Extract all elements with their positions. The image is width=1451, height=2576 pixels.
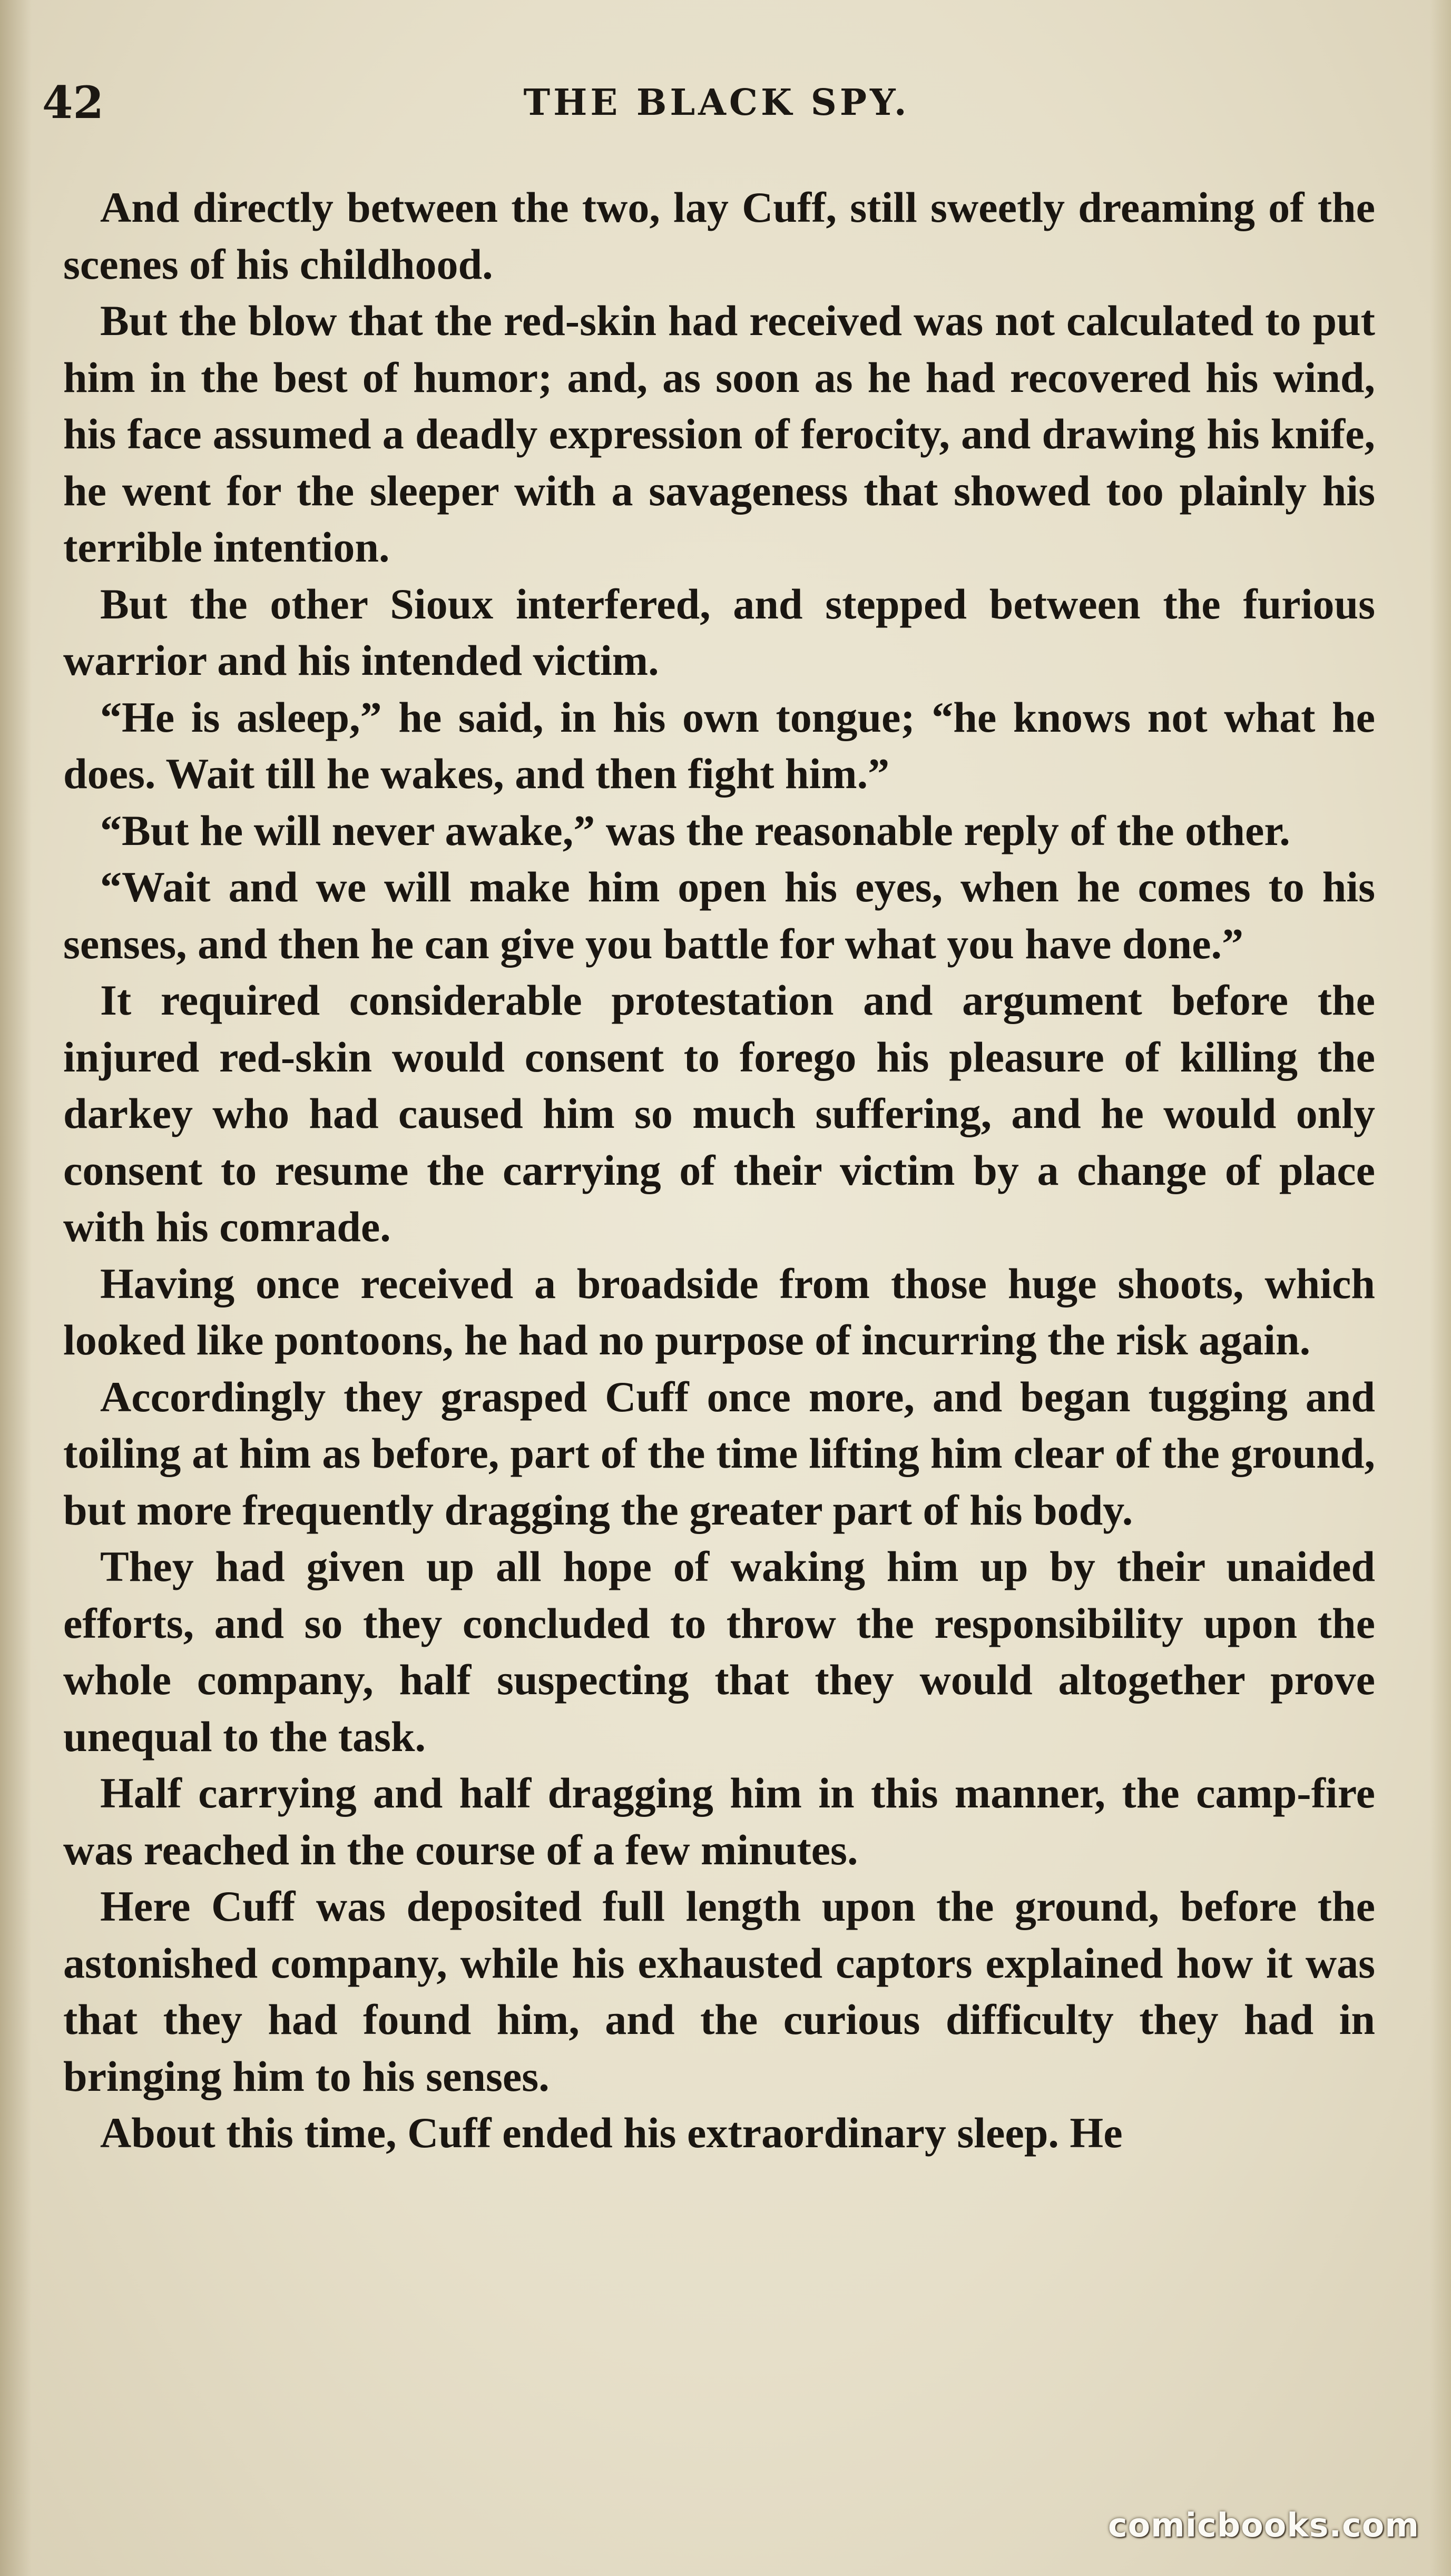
paragraph: It required considerable protestation and argument before the injured red-skin would consent to forego his pleasure of killing the darkey who had caused him so much suffering, and he would only consent to resume the carrying of their victim by a change of place with his comrade.	[63, 976, 1375, 1251]
site-watermark: comicbooks.com	[1107, 2506, 1419, 2544]
paragraph: Accordingly they grasped Cuff once more, and began tugging and toiling at him as before, part of the time lifting him clear of the ground, but more frequently dragging the greater part of his body.	[63, 1372, 1375, 1534]
paragraph: “But he will never awake,” was the reasonable reply of the other.	[100, 806, 1290, 854]
paragraph: They had given up all hope of waking him up by their unaided efforts, and so they concluded to throw the responsibility upon the whole company, half suspecting that they would altogether prove unequal to the task.	[63, 1542, 1375, 1761]
paragraph: About this time, Cuff ended his extraordinary sleep. He	[100, 2109, 1123, 2157]
running-title: THE BLACK SPY.	[523, 82, 910, 124]
page-edge-shadow	[0, 0, 32, 2576]
paragraph: Having once received a broadside from those huge shoots, which looked like pontoons, he had no purpose of incurring the risk again.	[63, 1259, 1375, 1364]
paragraph: And directly between the two, lay Cuff, still sweetly dreaming of the scenes of his childhood.	[63, 183, 1375, 288]
paragraph: “He is asleep,” he said, in his own tongue; “he knows not what he does. Wait till he wakes, and then fight him.”	[63, 693, 1375, 798]
paragraph: But the other Sioux interfered, and stepped between the furious warrior and his intended victim.	[63, 579, 1375, 684]
body-text	[63, 179, 1375, 2161]
paragraph: Half carrying and half dragging him in this manner, the camp-fire was reached in the course of a few minutes.	[63, 1769, 1375, 1874]
page-number: 42	[42, 76, 104, 129]
page-edge-highlight	[1430, 0, 1451, 2576]
page-header	[42, 74, 1391, 132]
paragraph: “Wait and we will make him open his eyes, when he comes to his senses, and then he can give you battle for what you have done.”	[63, 863, 1375, 968]
paragraph: Here Cuff was deposited full length upon the ground, before the astonished company, while his exhausted captors explained how it was that they had found him, and the curious difficulty they had in bringing him to his senses.	[63, 1882, 1375, 2100]
paragraph: But the blow that the red-skin had received was not calculated to put him in the best of humor; and, as soon as he had recovered his wind, his face assumed a deadly expression of ferocity, and drawing his knife, he went for the sleeper with a savageness that showed too plainly his terrible intention.	[63, 297, 1375, 571]
